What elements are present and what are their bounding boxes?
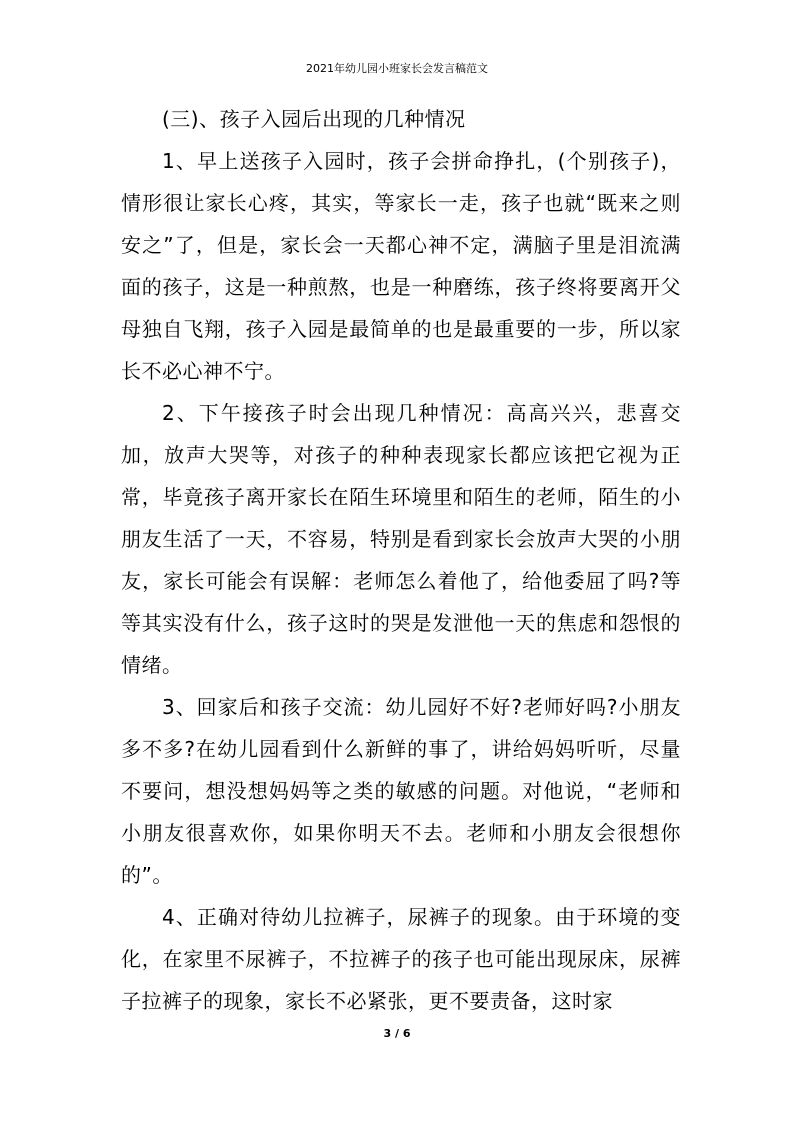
section-heading: (三)、孩子入园后出现的几种情况 xyxy=(162,107,466,131)
paragraph-3: 3、回家后和孩子交流：幼儿园好不好?老师好吗?小朋友多不多?在幼儿园看到什么新鲜的事了，讲给妈妈听听，尽量不要问，想没想妈妈等之类的敏感的问题。对他说，“老师和小朋友很喜欢你，如果你明天不去。老师和小朋友会很想你的”。 xyxy=(121,695,681,887)
document-body xyxy=(121,98,681,1022)
paragraph-1: 1、早上送孩子入园时，孩子会拼命挣扎，(个别孩子)，情形很让家长心疼，其实，等家长一走，孩子也就“既来之则安之”了，但是，家长会一天都心神不定，满脑子里是泪流满面的孩子，这是一种煎熬，也是一种磨练，孩子终将要离开父母独自飞翔，孩子入园是最简单的也是最重要的一步，所以家长不必心神不宁。 xyxy=(121,149,681,383)
page-number: 3 / 6 xyxy=(383,1027,411,1040)
paragraph-4: 4、正确对待幼儿拉裤子，尿裤子的现象。由于环境的变化，在家里不尿裤子，不拉裤子的孩子也可能出现尿床，尿裤子拉裤子的现象，家长不必紧张，更不要责备，这时家 xyxy=(121,905,681,1013)
paragraph-2: 2、下午接孩子时会出现几种情况：高高兴兴，悲喜交加，放声大哭等，对孩子的种种表现家长都应该把它视为正常，毕竟孩子离开家长在陌生环境里和陌生的老师，陌生的小朋友生活了一天，不容易，特别是看到家长会放声大哭的小朋友，家长可能会有误解：老师怎么着他了，给他委屈了吗?等等其实没有什么，孩子这时的哭是发泄他一天的焦虑和怨恨的情绪。 xyxy=(121,401,681,677)
page-header: 2021年幼儿园小班家长会发言稿范文 xyxy=(306,62,488,75)
